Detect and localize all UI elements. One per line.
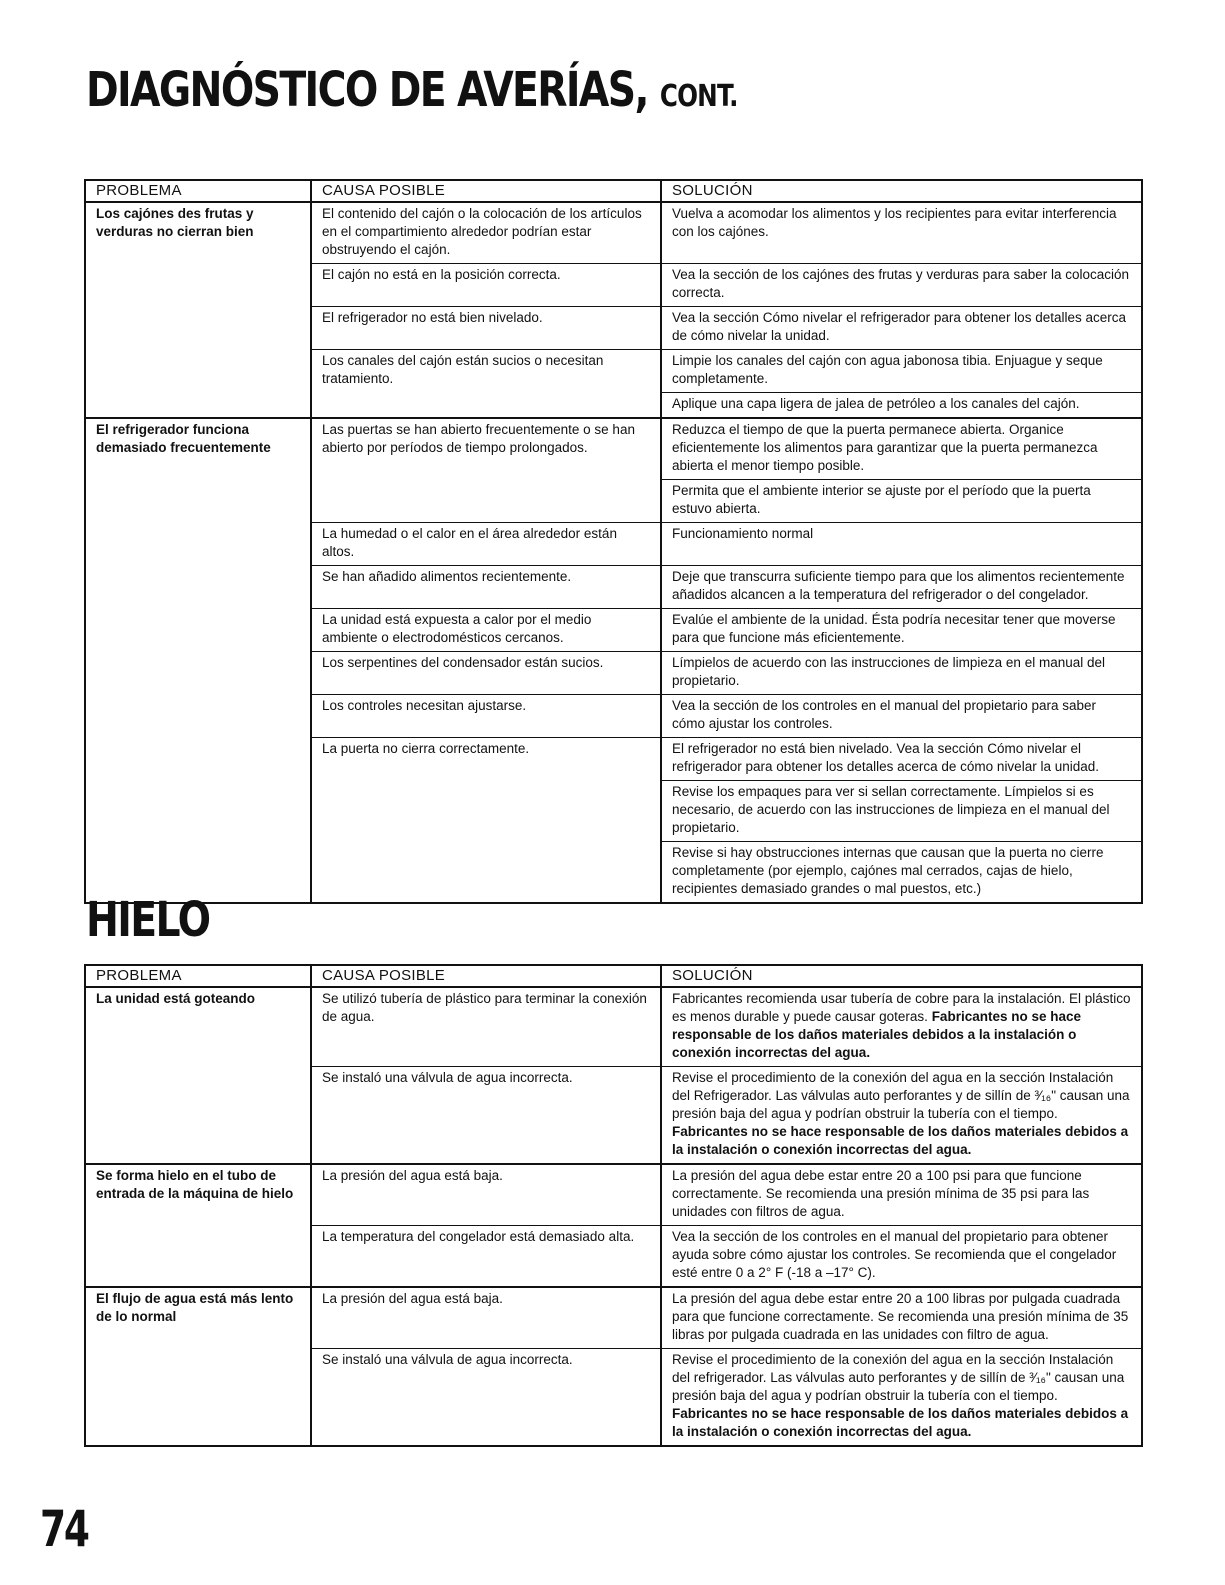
cause-cell: Se instaló una válvula de agua incorrecta. [311, 1067, 661, 1165]
cause-cell: La puerta no cierra correctamente. [311, 738, 661, 904]
solution-cell: Revise si hay obstrucciones internas que causan que la puerta no cierre completamente (por ejemplo, cajónes mal cerrados, cajas de hielo, recipientes demasiado grandes o mal puestos, etc.) [661, 842, 1142, 904]
solution-cell: Vea la sección de los controles en el manual del propietario para obtener ayuda sobre cómo ajustar los controles. Se recomienda que el congelador esté entre 0 a 2° F (-18 a –17° C). [661, 1226, 1142, 1288]
solution-cell [661, 1067, 1142, 1165]
solution-cell: El refrigerador no está bien nivelado. Vea la sección Cómo nivelar el refrigerador para obtener los detalles acerca de cómo nivelar la unidad. [661, 738, 1142, 781]
cause-cell: Se utilizó tubería de plástico para terminar la conexión de agua. [311, 987, 661, 1067]
table-row [85, 1164, 1142, 1226]
table-row [85, 202, 1142, 264]
solution-cell: La presión del agua debe estar entre 20 a 100 psi para que funcione correctamente. Se recomienda una presión mínima de 35 psi para las unidades con filtros de agua. [661, 1164, 1142, 1226]
header-cause: CAUSA POSIBLE [311, 965, 661, 987]
table-row [85, 1287, 1142, 1349]
solution-cell: Vea la sección de los cajónes des frutas y verduras para saber la colocación correcta. [661, 264, 1142, 307]
table-row [85, 418, 1142, 480]
solution-text: Revise el procedimiento de la conexión del agua en la sección Instalación del Refrigerador. Las válvulas auto perforantes y de sillín de ³⁄₁₆" causan una presión baja del agua y podrían obstruir la tubería con el tiempo. [672, 1070, 1130, 1121]
page-title [86, 62, 738, 118]
cause-cell: La presión del agua está baja. [311, 1164, 661, 1226]
cause-cell: Las puertas se han abierto frecuentemente o se han abierto por períodos de tiempo prolongados. [311, 418, 661, 523]
cause-cell: Se instaló una válvula de agua incorrecta. [311, 1349, 661, 1447]
solution-cell: Limpie los canales del cajón con agua jabonosa tibia. Enjuague y seque completamente. [661, 350, 1142, 393]
cause-cell: El refrigerador no está bien nivelado. [311, 307, 661, 350]
problem-cell: Los cajónes des frutas y verduras no cierran bien [85, 202, 311, 418]
solution-cell [661, 1349, 1142, 1447]
solution-cell: Permita que el ambiente interior se ajuste por el período que la puerta estuvo abierta. [661, 480, 1142, 523]
table-header-row [85, 180, 1142, 202]
cause-cell: El cajón no está en la posición correcta. [311, 264, 661, 307]
header-solution: SOLUCIÓN [661, 965, 1142, 987]
problem-cell: El flujo de agua está más lento de lo normal [85, 1287, 311, 1446]
header-problem: PROBLEMA [85, 180, 311, 202]
solution-text: Revise el procedimiento de la conexión del agua en la sección Instalación del refrigerador. Las válvulas auto perforantes y de sillín de ³⁄₁₆" causan una presión baja del agua y podrían obstruir la tubería con el tiempo. [672, 1352, 1125, 1403]
solution-disclaimer: Fabricantes no se hace responsable de los daños materiales debidos a la instalación o conexión incorrectas del agua. [672, 1406, 1129, 1439]
solution-disclaimer: Fabricantes no se hace responsable de los daños materiales debidos a la instalación o conexión incorrectas del agua. [672, 1124, 1129, 1157]
cause-cell: Los controles necesitan ajustarse. [311, 695, 661, 738]
solution-cell [661, 987, 1142, 1067]
cause-cell: Se han añadido alimentos recientemente. [311, 566, 661, 609]
table-header-row [85, 965, 1142, 987]
problem-cell: Se forma hielo en el tubo de entrada de la máquina de hielo [85, 1164, 311, 1287]
solution-cell: Aplique una capa ligera de jalea de petróleo a los canales del cajón. [661, 393, 1142, 419]
table-row [85, 987, 1142, 1067]
solution-cell: Evalúe el ambiente de la unidad. Ésta podría necesitar tener que moverse para que funcione más eficientemente. [661, 609, 1142, 652]
header-problem: PROBLEMA [85, 965, 311, 987]
problem-cell: El refrigerador funciona demasiado frecuentemente [85, 418, 311, 903]
troubleshooting-table [84, 179, 1143, 904]
ice-troubleshooting-table [84, 964, 1143, 1447]
solution-cell: La presión del agua debe estar entre 20 a 100 libras por pulgada cuadrada para que funcione correctamente. Se recomienda una presión mínima de 35 libras por pulgada cuadrada en las unidades con filtro de agua. [661, 1287, 1142, 1349]
solution-cell: Vuelva a acomodar los alimentos y los recipientes para evitar interferencia con los cajónes. [661, 202, 1142, 264]
cause-cell: La temperatura del congelador está demasiado alta. [311, 1226, 661, 1288]
section-title: HIELO [86, 892, 210, 948]
cause-cell: La unidad está expuesta a calor por el medio ambiente o electrodomésticos cercanos. [311, 609, 661, 652]
solution-cell: Funcionamiento normal [661, 523, 1142, 566]
solution-disclaimer: Fabricantes no se hace responsable de los daños materiales debidos a la instalación o conexión incorrectas del agua. [672, 1009, 1081, 1060]
page-number: 74 [40, 1500, 88, 1558]
header-cause: CAUSA POSIBLE [311, 180, 661, 202]
cause-cell: Los serpentines del condensador están sucios. [311, 652, 661, 695]
solution-cell: Reduzca el tiempo de que la puerta permanece abierta. Organice eficientemente los alimentos para garantizar que la puerta permanezca abierta el menor tiempo posible. [661, 418, 1142, 480]
cause-cell: Los canales del cajón están sucios o necesitan tratamiento. [311, 350, 661, 419]
cause-cell: El contenido del cajón o la colocación de los artículos en el compartimiento alrededor podrían estar obstruyendo el cajón. [311, 202, 661, 264]
problem-cell: La unidad está goteando [85, 987, 311, 1164]
solution-cell: Revise los empaques para ver si sellan correctamente. Límpielos si es necesario, de acuerdo con las instrucciones de limpieza en el manual del propietario. [661, 781, 1142, 842]
header-solution: SOLUCIÓN [661, 180, 1142, 202]
solution-cell: Vea la sección Cómo nivelar el refrigerador para obtener los detalles acerca de cómo nivelar la unidad. [661, 307, 1142, 350]
solution-cell: Límpielos de acuerdo con las instrucciones de limpieza en el manual del propietario. [661, 652, 1142, 695]
page-title-suffix: CONT. [659, 79, 738, 114]
solution-cell: Vea la sección de los controles en el manual del propietario para saber cómo ajustar los controles. [661, 695, 1142, 738]
solution-cell: Deje que transcurra suficiente tiempo para que los alimentos recientemente añadidos alcancen a la temperatura del refrigerador o del congelador. [661, 566, 1142, 609]
page-title-text: DIAGNÓSTICO DE AVERÍAS, [86, 62, 648, 118]
cause-cell: La presión del agua está baja. [311, 1287, 661, 1349]
solution-text: Fabricantes recomienda usar tubería de cobre para la instalación. El plástico es menos durable y puede causar goteras. [672, 991, 1131, 1024]
cause-cell: La humedad o el calor en el área alrededor están altos. [311, 523, 661, 566]
